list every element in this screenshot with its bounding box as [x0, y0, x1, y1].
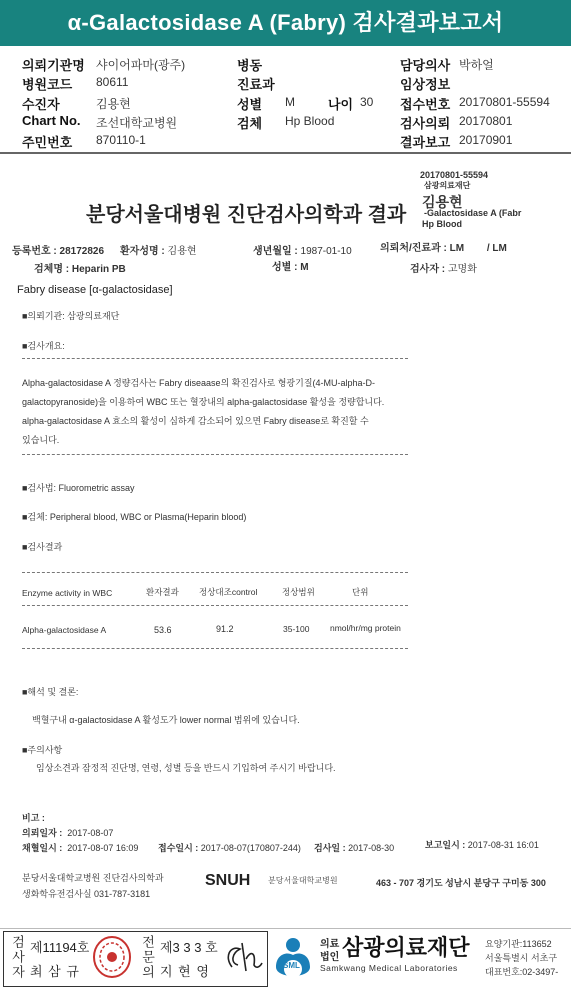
divider — [22, 605, 408, 606]
test-label: 검체 — [237, 116, 263, 131]
doctor-label: 담당의사 — [400, 58, 451, 73]
sml-logo-icon — [270, 933, 316, 985]
org-info-3: 대표번호:02-3497- — [485, 967, 559, 977]
report-time-value: 2017-08-31 16:01 — [467, 840, 539, 850]
test-date-value: 2017-08-30 — [348, 843, 395, 853]
table-cell-1: 53.6 — [154, 625, 172, 635]
table-header-1: 환자결과 — [146, 587, 179, 597]
tester-label: 검사자 : — [410, 264, 446, 275]
dob — [253, 242, 352, 257]
org-tag-1: 의료 — [320, 939, 340, 950]
label-specimen: Hp Blood — [422, 219, 462, 229]
label-name: 김용현 — [422, 194, 463, 210]
specimen: ■검체: Peripheral blood, WBC or Plasma(Heparin blood) — [22, 512, 247, 522]
req-date-label: 의뢰일자 : — [22, 828, 63, 838]
report-time-label: 보고일시 : — [425, 840, 466, 850]
org-tag-2: 법인 — [320, 952, 340, 963]
scanned-result — [0, 158, 571, 928]
table-cell-2: 91.2 — [216, 624, 234, 634]
snuh-logo: SNUH — [205, 872, 251, 889]
table-header-0: Enzyme activity in WBC — [22, 588, 113, 598]
snuh-name: 분당서울대학교병원 — [268, 876, 338, 885]
overview-line-2: galactopyranoside)을 이용하여 WBC 또는 혈장내의 alpha-galactosidase 활성을 정량합니다. — [22, 397, 385, 407]
dept-label: 의뢰처/진료과 : — [380, 243, 447, 254]
collect-label: 채혈일시 : — [22, 843, 63, 853]
collect-value: 2017-08-07 16:09 — [67, 843, 139, 853]
agency: ■의뢰기관: 삼광의료재단 — [22, 311, 120, 321]
chart-value: 조선대학교병원 — [96, 116, 178, 130]
patient-name — [120, 242, 197, 257]
divider — [22, 572, 408, 573]
org-info-1: 요양기관:113652 — [485, 939, 552, 949]
test-date — [314, 841, 394, 854]
clinical-label: 임상정보 — [400, 77, 451, 92]
signature-icon — [222, 937, 264, 977]
org-name-en: Samkwang Medical Laboratories — [320, 963, 458, 973]
tester-name: 최 삼 규 — [30, 964, 80, 979]
age-value: 30 — [360, 95, 374, 109]
name-label: 수진자 — [22, 97, 60, 112]
request-label: 검사의뢰 — [400, 116, 451, 131]
id-value: 870110-1 — [96, 133, 146, 147]
divider — [22, 648, 408, 649]
test-date-label: 검사일 : — [314, 843, 346, 853]
label-org: 삼광의료재단 — [424, 181, 471, 190]
specimen-name — [34, 260, 126, 275]
patient-info — [0, 46, 571, 154]
req-date-value: 2017-08-07 — [67, 828, 114, 838]
table-cell-4: nmol/hr/mg protein — [330, 623, 401, 633]
spec-value: Heparin PB — [71, 264, 126, 275]
address: 463 - 707 경기도 성남시 분당구 구미동 300 — [376, 878, 546, 888]
dept-value: LM — [449, 243, 465, 254]
table-header-4: 단위 — [352, 587, 369, 597]
hosp-label: 의뢰기관명 — [22, 58, 85, 73]
pname-value: 김용현 — [167, 246, 197, 257]
receipt-label: 접수번호 — [400, 97, 451, 112]
report-title: α-Galactosidase A (Fabry) 검사결과보고서 — [0, 0, 571, 46]
sml-label: SML — [283, 961, 300, 970]
receipt-value: 20170801-55594 — [459, 95, 550, 109]
collect — [22, 841, 138, 854]
dept — [380, 239, 507, 254]
receive — [158, 841, 301, 854]
sex-label: 성별 — [237, 97, 263, 112]
tester-value: 고명화 — [447, 264, 477, 275]
interp: 백혈구내 α-galactosidase A 활성도가 lower normal 범위에 있습니다. — [32, 715, 300, 725]
tester-no: 제11194호 — [30, 940, 90, 955]
dob-value: 1987-01-10 — [300, 246, 352, 257]
report-label: 결과보고 — [400, 135, 451, 150]
dept-name: 분당서울대학교병원 진단검사의학과 — [22, 873, 164, 883]
name-value: 김용현 — [96, 97, 131, 111]
spec-label: 검체명 : — [34, 264, 70, 275]
result-head: ■검사결과 — [22, 542, 63, 552]
req-date — [22, 826, 113, 839]
scan-title: 분당서울대병원 진단검사의학과 결과 — [86, 204, 407, 226]
table-header-2: 정상대조control — [199, 587, 258, 597]
overview-line-1: Alpha-galactosidase A 정량검사는 Fabry diseaase의 확진검사로 형광기질(4-MU-alpha-D- — [22, 378, 376, 388]
id-label: 주민번호 — [22, 135, 73, 150]
hosp-value: 샤이어파마(광주) — [96, 58, 186, 72]
lab-name: 생화학유전검사실 031-787-3181 — [22, 889, 151, 899]
specialist-no: 제3 3 3 호 — [160, 940, 218, 955]
seal-icon — [92, 935, 132, 979]
ssex-value: M — [300, 262, 309, 273]
recv-label: 접수일시 : — [158, 843, 199, 853]
specialist-name: 지 현 영 — [160, 964, 210, 979]
dob-label: 생년월일 : — [253, 246, 298, 257]
overview-head: ■검사개요: — [22, 341, 65, 351]
overview-line-4: 있습니다. — [22, 435, 60, 445]
ward-label: 병동 — [237, 58, 263, 73]
org-name: 삼광의료재단 — [342, 935, 470, 960]
table-header-3: 정상범위 — [282, 587, 315, 597]
code-label: 병원코드 — [22, 77, 73, 92]
footer — [0, 928, 571, 994]
specialist-vert: 전문의 — [140, 935, 155, 980]
disease-name: Fabry disease [α-galactosidase] — [17, 284, 173, 296]
overview-line-3: alpha-galactosidase A 효소의 활성이 심하게 감소되어 있으면 Fabry disease로 확진할 수 — [22, 416, 369, 426]
table-cell-3: 35-100 — [283, 624, 310, 634]
age-label: 나이 — [328, 97, 354, 112]
remark-label: 비고 : — [22, 813, 45, 823]
tester — [410, 260, 477, 275]
divider — [22, 454, 408, 455]
org-info-2: 서울특별시 서초구 — [485, 953, 558, 963]
interp-head: ■해석 및 결론: — [22, 687, 79, 697]
label-receipt: 20170801-55594 — [420, 170, 489, 180]
request-value: 20170801 — [459, 114, 513, 128]
table-cell-0: Alpha-galactosidase A — [22, 625, 107, 635]
scan-sex — [272, 258, 309, 273]
reg-no — [12, 242, 104, 257]
dept-label: 진료과 — [237, 77, 275, 92]
tester-vert: 검사자 — [10, 935, 25, 980]
pname-label: 환자성명 : — [120, 246, 165, 257]
report-time — [425, 838, 539, 851]
notes: 임상소견과 잠정적 진단명, 연령, 성별 등을 반드시 기입하여 주시기 바랍니다. — [36, 763, 336, 773]
chart-label: Chart No. — [22, 113, 81, 128]
notes-head: ■주의사항 — [22, 745, 63, 755]
reg-value: 28172826 — [59, 246, 105, 257]
report-value: 20170901 — [459, 133, 513, 147]
divider — [22, 358, 408, 359]
method: ■검사법: Fluorometric assay — [22, 483, 135, 493]
reg-label: 등록번호 : — [12, 246, 57, 257]
recv-value: 2017-08-07(170807-244) — [200, 843, 301, 853]
doctor-value: 박하얼 — [459, 58, 494, 72]
code-value: 80611 — [96, 75, 129, 89]
dept-value2: / LM — [486, 243, 507, 254]
sex-value: M — [285, 95, 295, 109]
label-test: -Galactosidase A (Fabr — [424, 208, 522, 218]
test-value: Hp Blood — [285, 114, 335, 128]
ssex-label: 성별 : — [272, 262, 298, 273]
